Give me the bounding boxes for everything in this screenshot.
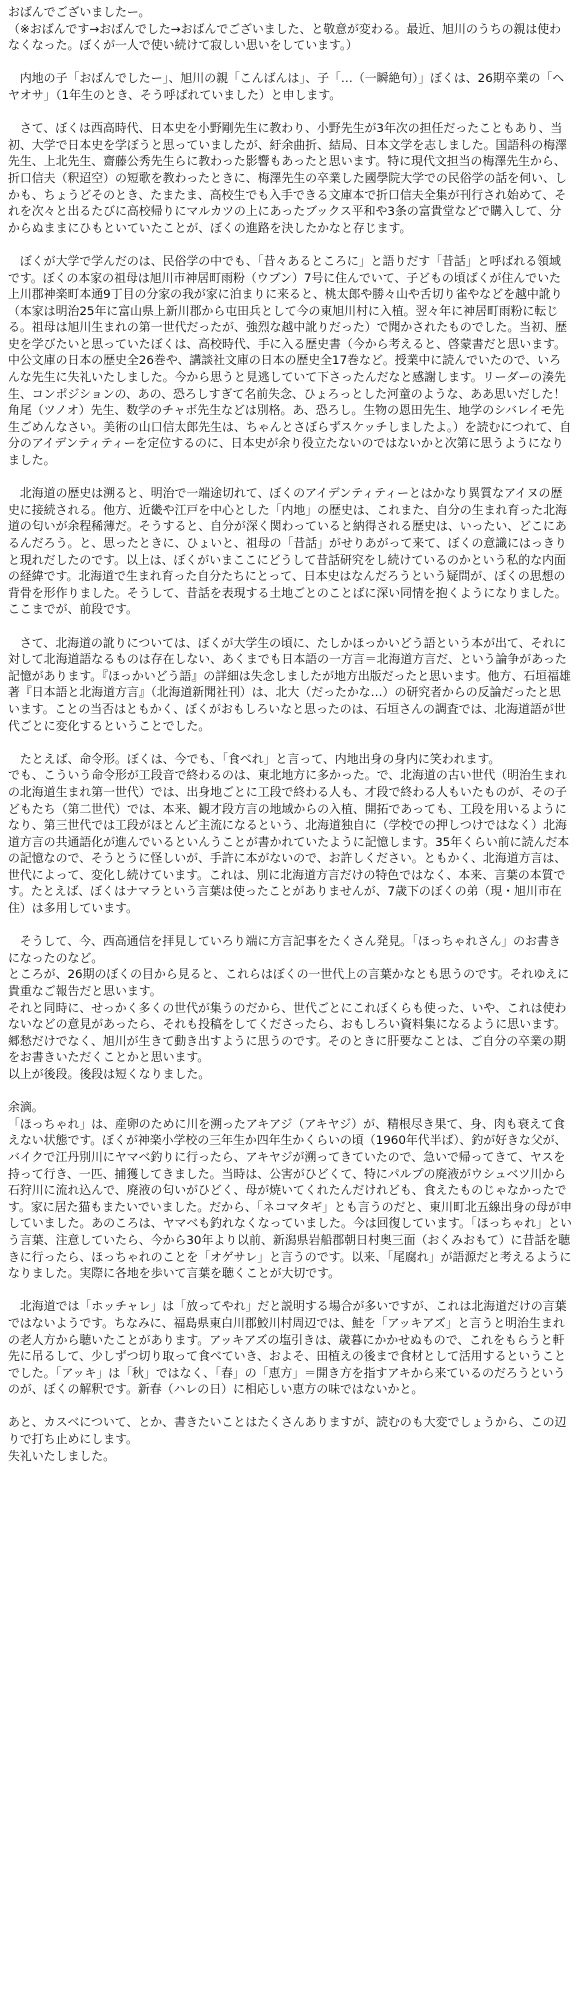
paragraph-hokkaido-history: 北海道の歴史は溯ると、明治で一端途切れて、ぼくのアイデンティティーとはかなり異質なアイヌの歴史に接続される。他方、近畿や江戸を中心とした「内地」の歴史は、これまた、自分の生まれ育った北海道の匂いが余程稀薄だ。そうすると、自分が深く関わっていると納得される歴史は、いったい、どこにあるんだろう。と、思ったときに、ひょいと、祖母の「昔話」がせりあがって来て、ぼくの意識にはっきりと現れだしたのです。以上は、ぼくがいまここにどうして昔話研究をし続けているのかという私的な内面の経緯です。北海道で生まれ育った自分たちにとって、日本史はなんだろうという疑問が、ぼくの思想の背骨を形作りました。そうして、昔話を表現する土地ごとのことばに深い同情を抱くようになりました。ここまでが、前段です。 (8, 486, 567, 617)
self-introduction: 内地の子「おばんでしたー」、旭川の親「こんばんは」、子「…（一瞬絶句）」ぼくは、26期卒業の「ヘヤオサ」（1年生のとき、そう呼ばれていました）と申します。 (8, 71, 565, 102)
letter-body (8, 4, 578, 1464)
paragraph-postscript-hocchare: 余滴。 「ほっちゃれ」は、産卵のために川を溯ったアキアジ（アキヤジ）が、精根尽き果て、身、肉も衰えて食えない状態です。ぼくが神楽小学校の三年生か四年生かくらいの頃（1960年代半ば）、釣が好きな父が、バイクで江丹別川にヤマベ釣りに行ったら、アキヤジが溯ってきていたので、急いで帰ってきて、ヤスを持って行き、一匹、捕獲してきました。当時は、公害がひどくて、特にパルプの廃液がウシュベツ川から石狩川に流れ込んで、廃液の匂いがひどく、母が焼いてくれたんだけれども、食えたものじゃなかったです。家に居た猫もまたいでいました。だから、「ネコマタギ」とも言うのだと、東川町北五線出身の母が申していました。あのころは、ヤマベも釣れなくなっていました。今は回復しています。「ほっちゃれ」という言葉、注意していたら、今から30年より以前、新潟県岩船郡朝日村奥三面（おくみおもて）に昔話を聴きに行ったら、ほっちゃれのことを「オゲサレ」と言うのです。以来、「尾腐れ」が語源だと考えるようになりました。実際に各地を歩いて言葉を聴くことが大切です。 (8, 1100, 572, 1281)
closing-remarks: あと、カスベについて、とか、書きたいことはたくさんありますが、読むのも大変でしょうから、この辺りで打ち止めにします。 失礼いたしました。 (8, 1415, 567, 1463)
paragraph-imperative-form: たとえば、命令形。ぼくは、今でも、「食べれ」と言って、内地出身の身内に笑われます。 でも、こういう命令形が工段音で終わるのは、東北地方に多かった。で、北海道の古い世代（明治生まれの北海道生まれ第一世代）では、出身地ごとに工段で終わる人も、才段で終わる人もいたものが、その子どもたち（第二世代）では、本来、観才段方言の地域からの入植、開拓であっても、工段を用いるようになり、第三世代では工段がほとんど主流になるという、北海道独自に（学校での押しつけではなく）北海道方言の共通語化が進んでいるといんうことが書かれていたように記憶します。35年くらい前に読んだ本の記憶なので、そうとうに怪しいが、手許に本がないので、お許しください。ともかく、北海道方言は、世代によって、変化し続けています。これは、別に北海道方言だけの特色ではなく、本来、言葉の本質です。たとえば、ぼくはナマラという言葉は使ったことがありませんが、7歳下のぼくの弟（現・旭川市在住）は多用しています。 (8, 751, 570, 916)
paragraph-folklore-studies: ぼくが大学で学んだのは、民俗学の中でも、「昔々あるところに」と語りだす「昔話」と呼ばれる領域です。ぼくの本家の祖母は旭川市神居町雨粉（ウブン）7号に住んでいて、子どもの頃ばくが住んでいた上川郡神楽町本通9丁目の分家の我が家に泊まりに来ると、桃太郎や勝々山や舌切り雀やなどを越中訛り（本家は明治25年に富山県上新川郡から屯田兵として今の東旭川村に入植。翌々年に神居町雨粉に転じる。祖母は旭川生まれの第一世代だったが、強烈な越中訛りだった）で聞かされたものでした。当初、歴史を学びたいと思っていたぼくは、高校時代、手に入る歴史書（今から考えると、啓蒙書だと思います。中公文庫の日本の歴史全26巻や、講談社文庫の日本の歴史全17巻など。授業中に読んでいたので、いろんな先生に失礼いたしました。今から思うと見逃していて下さったんだなと感謝します。リーダーの湊先生、コンポジションの、あの、恐ろしすぎて名前失念、ひょろっとした河童のような、ああ思いだした！ 角尾（ツノオ）先生、数学のチャボ先生などは別格。あ、恐ろし。生物の恩田先生、地学のシバレイモ先生ごめんなさい。美術の山口信太郎先生は、ちゃんとさぼらずスケッチしましたよ。）を読むにつれて、自分のアイデンティティーを定位するのに、日本史が余り役立たないのではないかと次第に思うようになりました。 (8, 253, 578, 468)
paragraph-hokkaido-dialect: さて、北海道の訛りについては、ぼくが大学生の頃に、たしかほっかいどう語という本が出て、それに対して北海道語なるものは存在しない、あくまでも日本語の一方言＝北海道方言だ、という論争があった記憶があります。『ほっかいどう語』の詳細は失念しましたが地方出版だったと思います。他方、石垣福雄著『日本語と北海道方言』（北海道新聞社刊）は、北大（だったかな…）の研究者からの反論だったと思います。ことの当否はともかく、ぼくがおもしろいなと思ったのは、石垣さんの調査では、北海道語が世代ごとに変化するということでした。 (8, 635, 571, 733)
opening-greeting: おばんでございましたー。 （※おばんです→おばんでした→おばんでございました、と敬意が変わる。最近、旭川のうちの親は使わなくなった。ぼくが一人で使い続けて寂しい思いをしています。） (8, 5, 562, 53)
paragraph-akkiazu: 北海道では「ホッチャレ」は「放ってやれ」だと説明する場合が多いですが、これは北海道だけの言葉ではないようです。ちなみに、福島県東白川郡鮫川村周辺では、鮭を「アッキアズ」と言うと明治生まれの老人方から聴いたことがあります。アッキアズの塩引きは、歳暮にかかせぬもので、これをもらうと軒先に吊るして、少しずつ切り取って食べていき、およそ、田植えの後まで食材として活用するということでした。「アッキ」は「秋」ではなく、「春」の「恵方」＝開き方を指すアキから来ているのだろうというのが、ぼくの解釈です。新春（ハレの日）に相応しい恵方の味ではないかと。 (8, 1299, 567, 1397)
paragraph-high-school-studies: さて、ぼくは西高時代、日本史を小野剛先生に教わり、小野先生が3年次の担任だったこともあり、当初、大学で日本史を学ぼうと思っていましたが、紆余曲折、結局、日本文学を志しました。国語科の梅澤先生、上北先生、齋藤公秀先生らに教わった影響もあったと思います。特に現代文担当の梅澤先生から、折口信夫（釈迢空）の短歌を教わったときに、梅澤先生の卒業した國學院大学での民俗学の話を伺い、しかも、ちょうどそのとき、たまたま、高校生でも入手できる文庫本で折口信夫全集が刊行され始めて、それを次々と出るたびに高校帰りにマルカツの上にあったブックス平和や3条の富貴堂などで購入して、分からぬままにひもといていたことが、ぼくの進路を決したかなと存じます。 (8, 121, 567, 235)
paragraph-generations: そうして、今、西高通信を拝見していろり端に方言記事をたくさん発見。「ほっちゃれさん」のお書きになったのなど。 ところが、26期のぼくの目から見ると、これらはぼくの一世代上の言葉かなとも思うのです。それゆえに貴重なご報告だと思います。 それと同時に、せっかく多くの世代が集うのだから、世代ごとにこれぼくらも使った、いや、これは使わないなどの意見があったら、それも投稿をしてくださったら、おもしろい資料集になるように思います。郷愁だけでなく、旭川が生きて動き出すように思うのです。そのときに肝要なことは、ご自分の卒業の期をお書きいただくことかと思います。 以上が後段。後段は短くなりました。 (8, 934, 570, 1081)
